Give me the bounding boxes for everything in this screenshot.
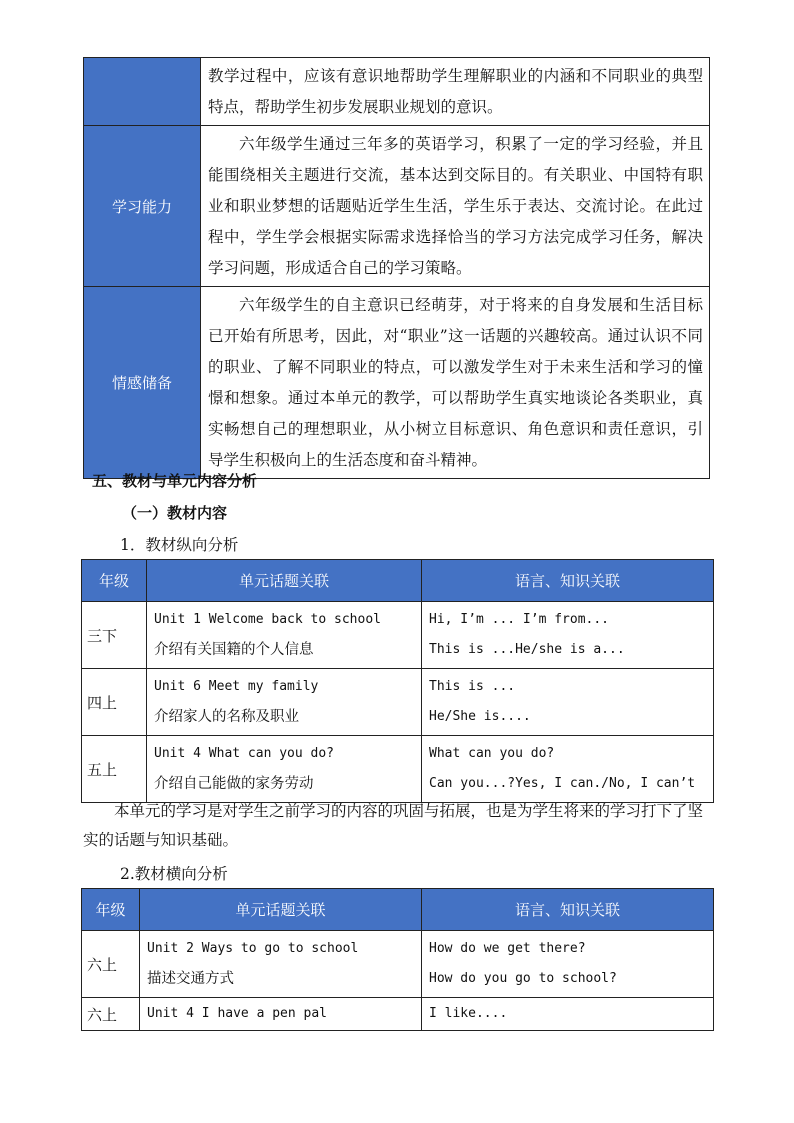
language-cell [422, 736, 714, 803]
row-text-emotional-reserve: 六年级学生的自主意识已经萌芽，对于将来的自身发展和生活目标已开始有所思考，因此，对“职业”这一话题的兴趣较高。通过认识不同的职业、了解不同职业的特点，可以激发学生对于未来生活和学习的憧憬和想象。通过本单元的教学，可以帮助学生真实地谈论各类职业，真实畅想自己的理想职业，从小树立目标意识、角色意识和责任意识，引导学生积极向上的生活态度和奋斗精神。 [201, 287, 710, 479]
row-text-learning-ability: 六年级学生通过三年多的英语学习，积累了一定的学习经验，并且能围绕相关主题进行交流，基本达到交际目的。有关职业、中国特有职业和职业梦想的话题贴近学生生活，学生乐于表达、交流讨论。在此过程中，学生学会根据实际需求选择恰当的学习方法完成学习任务，解决学习问题，形成适合自己的学习策略。 [201, 126, 710, 287]
topic-description: 描述交通方式 [147, 971, 234, 987]
table-row [82, 602, 714, 669]
topic-unit: Unit 4 I have a pen pal [147, 1006, 328, 1021]
subsection-title: （一）教材内容 [122, 504, 228, 522]
column-header-language: 语言、知识关联 [422, 560, 714, 602]
language-line: I like.... [429, 1006, 508, 1021]
grade-cell: 六上 [82, 998, 140, 1031]
section-title: 五、教材与单元内容分析 [92, 472, 258, 490]
topic-description: 介绍自己能做的家务劳动 [154, 776, 314, 792]
table-row [82, 736, 714, 803]
topic-unit: Unit 1 Welcome back to school [154, 612, 381, 627]
language-line: He/She is.... [429, 709, 531, 724]
row-label [84, 58, 201, 126]
table-row [84, 287, 710, 479]
row-label-emotional-reserve: 情感储备 [84, 287, 201, 479]
table-row [84, 58, 710, 126]
language-line: How do we get there? [429, 941, 586, 956]
language-line: Can you...?Yes, I can./No, I can’t [429, 776, 696, 791]
learner-analysis-table [83, 57, 710, 479]
horizontal-analysis-table [81, 888, 714, 1031]
language-line: This is ...He/she is a... [429, 642, 625, 657]
topic-unit: Unit 4 What can you do? [154, 746, 335, 761]
grade-cell: 六上 [82, 931, 140, 998]
column-header-grade: 年级 [82, 889, 140, 931]
horizontal-analysis-title: 2.教材横向分析 [120, 865, 228, 883]
table-header-row [82, 889, 714, 931]
language-line: How do you go to school? [429, 971, 617, 986]
column-header-topic: 单元话题关联 [140, 889, 422, 931]
grade-cell: 四上 [82, 669, 147, 736]
topic-description: 介绍有关国籍的个人信息 [154, 642, 314, 658]
language-line: What can you do? [429, 746, 555, 761]
row-text: 教学过程中，应该有意识地帮助学生理解职业的内涵和不同职业的典型特点，帮助学生初步发展职业规划的意识。 [201, 58, 710, 126]
language-cell [422, 931, 714, 998]
table-row [82, 998, 714, 1031]
column-header-grade: 年级 [82, 560, 147, 602]
topic-cell [147, 736, 422, 803]
language-line: Hi, I’m ... I’m from... [429, 612, 610, 627]
topic-cell [147, 602, 422, 669]
language-cell [422, 602, 714, 669]
topic-unit: Unit 6 Meet my family [154, 679, 319, 694]
topic-description: 介绍家人的名称及职业 [154, 709, 299, 725]
topic-unit: Unit 2 Ways to go to school [147, 941, 359, 956]
table-row [82, 669, 714, 736]
vertical-analysis-table [81, 559, 714, 803]
language-cell [422, 669, 714, 736]
grade-cell: 五上 [82, 736, 147, 803]
vertical-summary-paragraph: 本单元的学习是对学生之前学习的内容的巩固与拓展，也是为学生将来的学习打下了坚实的话题与知识基础。 [83, 802, 704, 849]
language-cell [422, 998, 714, 1031]
row-label-learning-ability: 学习能力 [84, 126, 201, 287]
table-row [82, 931, 714, 998]
vertical-analysis-title: 1．教材纵向分析 [120, 536, 239, 554]
topic-cell [147, 669, 422, 736]
table-header-row [82, 560, 714, 602]
topic-cell [140, 998, 422, 1031]
column-header-topic: 单元话题关联 [147, 560, 422, 602]
language-line: This is ... [429, 679, 516, 694]
column-header-language: 语言、知识关联 [422, 889, 714, 931]
topic-cell [140, 931, 422, 998]
grade-cell: 三下 [82, 602, 147, 669]
table-row [84, 126, 710, 287]
